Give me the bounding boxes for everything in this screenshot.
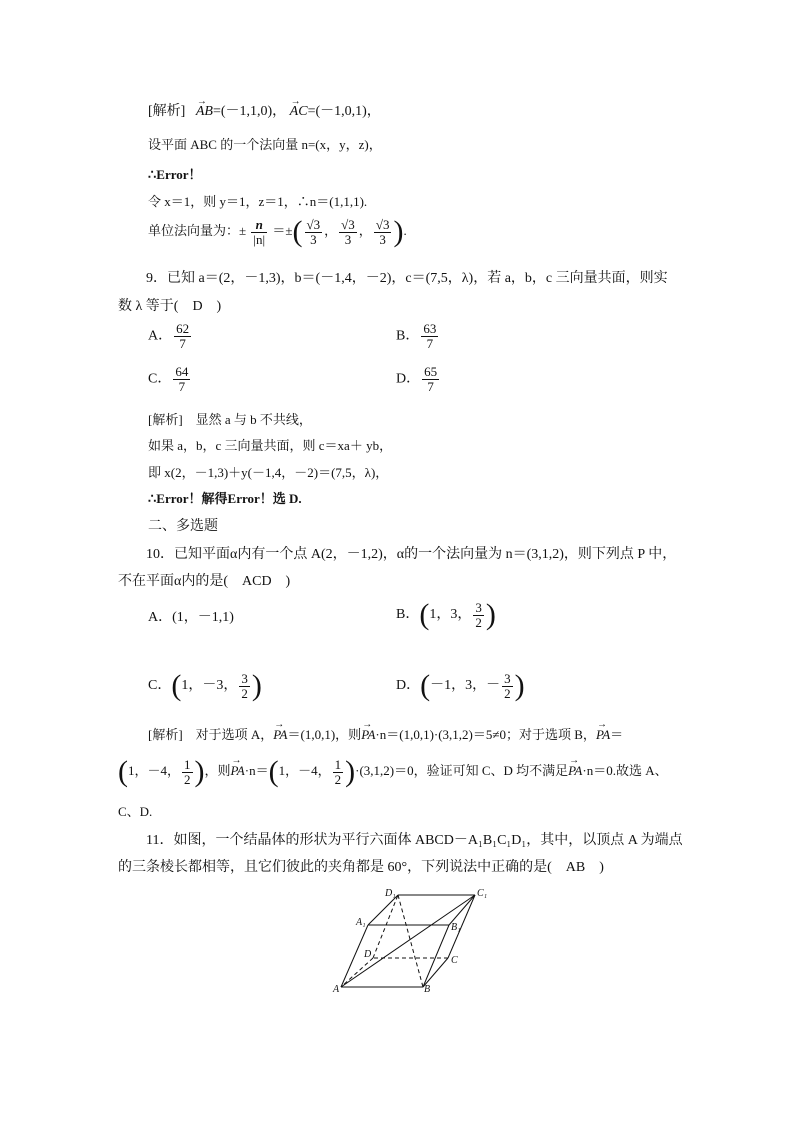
- q10-option-b: B．(1，3， $\frac{3}{2}$ ): [396, 598, 496, 631]
- label-d: D: [364, 949, 372, 960]
- q9-solution-line2: 如果 a，b，c 三向量共面，则 c＝xa＋ yb，: [148, 438, 393, 453]
- sol8-line3: ∴Error！: [148, 167, 202, 182]
- label-c1: C₁: [477, 888, 488, 899]
- q10-option-d: D．(－1，3，－ $\frac{3}{2}$ ): [396, 669, 525, 702]
- edge-b1c1: [449, 895, 475, 925]
- q9-stem-line2: 数 λ 等于( D ): [118, 299, 222, 314]
- edge-aa1: [341, 925, 368, 987]
- q10-stem-line1: 10．已知平面α内有一个点 A(2，－1,2)，α的一个法向量为 n＝(3,1,2)，则下列点 P 中，: [146, 547, 677, 562]
- sol8-line4: 令 x＝1，则 y＝1，z＝1，∴n＝(1,1,1).: [148, 194, 368, 209]
- q9-solution-line4: ∴Error！解得Error！选 D.: [148, 491, 302, 506]
- q10-solution-line3: C、D.: [118, 804, 153, 819]
- vector-pa: → PA: [361, 726, 375, 744]
- solution-tag: [解析]: [148, 104, 186, 119]
- unit-normal-label: 单位法向量为：±: [148, 222, 247, 238]
- sol8-line5: 单位法向量为：± $\frac{n}{|n|}$ ＝±( $\frac{√3}{3}$ ， $\frac{√3}{3}$ ， $\frac{√3}{3}$ ).: [148, 215, 407, 248]
- q10-stem-line2: 不在平面α内的是( ACD ): [118, 574, 291, 589]
- q9-stem-line1: 9．已知 a＝(2，－1,3)，b＝(－1,4，－2)，c＝(7,5，λ)，若 a，b，c 三向量共面，则实: [146, 271, 668, 286]
- vector-pa: → PA: [231, 762, 245, 780]
- vector-ab-value: =(－1,1,0)，: [212, 104, 287, 119]
- q10-solution-line2: (1，－4， $\frac{1}{2}$ )，则→ PA·n＝(1，－4， $\frac{1}{2}$ )·(3,1,2)＝0，验证可知 C、D 均不满足→ PA·n＝0.故选 A、: [118, 757, 668, 787]
- vector-pa: → PA: [273, 726, 287, 744]
- frac-sqrt3-3: $\frac{√3}{3}$: [375, 216, 390, 247]
- edge-da: [341, 958, 373, 987]
- equals-pm: ＝±: [272, 222, 293, 238]
- q9-solution-line1: [解析] 显然 a 与 b 不共线，: [148, 412, 312, 427]
- vector-pa: → PA: [596, 726, 610, 744]
- n-over-norm: $\frac{n}{|n|}$: [253, 216, 266, 247]
- label-a1: A₁: [356, 917, 366, 928]
- q9-solution-line3: 即 x(2，－1,3)＋y(－1,4，－2)＝(7,5，λ)，: [148, 465, 389, 480]
- vector-pa: → PA: [568, 762, 582, 780]
- q10-solution-line1: [解析] 对于选项 A，→ PA＝(1,0,1)，则→ PA·n＝(1,0,1)·(3,1,2)＝5≠0；对于选项 B，→ PA＝: [148, 726, 623, 744]
- label-c: C: [451, 955, 458, 966]
- q9-option-d: D． $\frac{65}{7}$: [396, 364, 438, 394]
- q9-option-b: B． $\frac{63}{7}$: [396, 321, 437, 351]
- q11-stem-line1: 11．如图，一个结晶体的形状为平行六面体 ABCD－A₁B₁C₁D₁，其中，以顶点 A 为端点: [146, 833, 683, 848]
- label-b: B: [424, 984, 431, 995]
- vector-ab: → AB: [196, 103, 213, 121]
- label-d1: D₁: [385, 888, 396, 899]
- q9-option-c: C． $\frac{64}{7}$: [148, 364, 189, 394]
- edge-bb1: [423, 925, 449, 987]
- q10-option-a: A．(1，－1,1): [148, 610, 234, 625]
- diagonal-d1b: [398, 895, 423, 987]
- label-b1: B₁: [451, 922, 461, 933]
- edge-dd1: [373, 895, 398, 958]
- q9-option-a: A． $\frac{62}{7}$: [148, 321, 190, 351]
- vector-ac: → AC: [290, 103, 308, 121]
- frac-sqrt3-2: $\frac{√3}{3}$: [341, 216, 355, 247]
- edge-bc: [423, 958, 448, 987]
- sol8-line1: [148, 103, 381, 121]
- q11-stem-line2: 的三条棱长都相等，且它们彼此的夹角都是 60°，下列说法中正确的是( AB ): [118, 860, 604, 875]
- frac-sqrt3-1: $\frac{√3}{3}$: [306, 216, 321, 247]
- vector-ac-value: =(－1,0,1)，: [307, 104, 381, 119]
- diagonal-ac1: [341, 895, 475, 987]
- edge-d1a1: [368, 895, 398, 925]
- section-heading: 二、多选题: [148, 519, 218, 534]
- sol8-line2: 设平面 ABC 的一个法向量 n=(x，y，z)，: [148, 137, 382, 152]
- q10-option-c: C．(1，－3， $\frac{3}{2}$ ): [148, 669, 262, 702]
- edge-cc1: [448, 895, 475, 958]
- label-a: A: [333, 984, 340, 995]
